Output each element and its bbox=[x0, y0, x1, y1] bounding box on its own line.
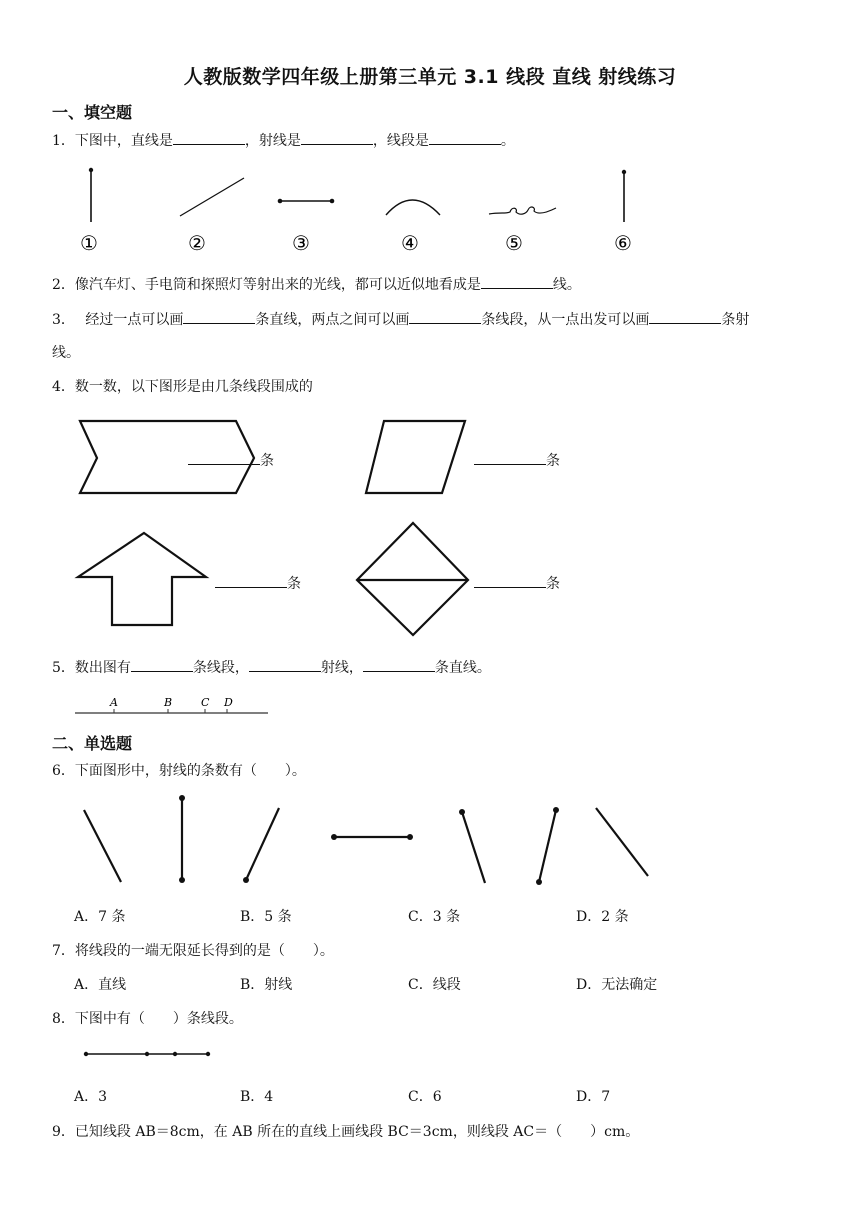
q8-option-a[interactable]: A．3 bbox=[74, 1089, 108, 1105]
q6-option-c[interactable]: C．3 条 bbox=[408, 909, 461, 925]
q6-line-figures bbox=[70, 790, 670, 890]
question-text: 条射 bbox=[721, 312, 750, 328]
figure-label-3: ③ bbox=[292, 231, 310, 255]
question-text: ，射线是 bbox=[244, 133, 301, 149]
figure-label-5: ⑤ bbox=[505, 231, 523, 255]
answer-blank[interactable] bbox=[188, 450, 260, 465]
question-number: 9． bbox=[52, 1124, 75, 1140]
unit-label: 条 bbox=[546, 576, 560, 592]
q8-segment-figure bbox=[80, 1046, 220, 1062]
answer-blank[interactable] bbox=[474, 573, 546, 588]
question-9 bbox=[52, 1121, 639, 1141]
q7-option-b[interactable]: B．射线 bbox=[240, 977, 293, 993]
q8-option-c[interactable]: C．6 bbox=[408, 1089, 442, 1105]
q7-option-a[interactable]: A．直线 bbox=[74, 977, 127, 993]
question-3-continued: 线。 bbox=[52, 345, 80, 361]
q8-option-b[interactable]: B．4 bbox=[240, 1089, 274, 1105]
figure-label-4: ④ bbox=[401, 231, 419, 255]
section-heading-single-choice: 二、单选题 bbox=[52, 734, 133, 753]
question-text: 条直线。 bbox=[434, 660, 491, 676]
question-number: 8． bbox=[52, 1011, 75, 1027]
q6-option-b[interactable]: B．5 条 bbox=[240, 909, 292, 925]
q7-option-c[interactable]: C．线段 bbox=[408, 977, 461, 993]
figure-5-curve bbox=[489, 207, 556, 214]
figure-6-endpoint bbox=[622, 170, 626, 174]
q6-option-d[interactable]: D．2 条 bbox=[576, 909, 629, 925]
question-text: 像汽车灯、手电筒和探照灯等射出来的光线，都可以近似地看成是 bbox=[74, 277, 481, 293]
question-1 bbox=[52, 130, 515, 150]
page-title: 人教版数学四年级上册第三单元 3.1 线段 直线 射线练习 bbox=[183, 66, 677, 88]
question-text: 条线段，从一点出发可以画 bbox=[481, 312, 650, 328]
answer-blank[interactable] bbox=[474, 450, 546, 465]
answer-blank[interactable] bbox=[481, 274, 553, 289]
q5-number-line bbox=[72, 692, 282, 720]
question-6 bbox=[52, 760, 306, 780]
question-text: 将线段的一端无限延长得到的是（ ）。 bbox=[74, 943, 334, 959]
question-number: 3． bbox=[52, 312, 75, 328]
question-text: 已知线段 AB＝8cm，在 AB 所在的直线上画线段 BC＝3cm，则线段 AC＝（ ）cm。 bbox=[74, 1124, 640, 1140]
q7-option-d[interactable]: D．无法确定 bbox=[576, 977, 658, 993]
answer-blank[interactable] bbox=[131, 657, 193, 672]
question-text: ，线段是 bbox=[372, 133, 429, 149]
answer-blank[interactable] bbox=[173, 130, 245, 145]
question-text: 。 bbox=[500, 133, 515, 149]
shape-answer-2 bbox=[474, 450, 560, 470]
figure-3-endpoint bbox=[330, 199, 335, 204]
q1-line-figures bbox=[60, 160, 660, 260]
figure-3-endpoint bbox=[278, 199, 283, 204]
point-label-d: D bbox=[224, 696, 233, 709]
question-text: 条线段， bbox=[192, 660, 249, 676]
question-text: 线。 bbox=[552, 277, 581, 293]
question-8 bbox=[52, 1008, 243, 1028]
question-number: 4． bbox=[52, 379, 75, 395]
answer-blank[interactable] bbox=[649, 309, 721, 324]
figure-label-6: ⑥ bbox=[614, 231, 632, 255]
answer-blank[interactable] bbox=[409, 309, 481, 324]
question-text: 经过一点可以画 bbox=[80, 312, 184, 328]
arrow-up-shape bbox=[78, 533, 206, 625]
question-7 bbox=[52, 940, 334, 960]
question-text: 下图中有（ ）条线段。 bbox=[74, 1011, 243, 1027]
answer-blank[interactable] bbox=[363, 657, 435, 672]
question-text: 下面图形中，射线的条数有（ ）。 bbox=[74, 763, 306, 779]
question-text: 条直线，两点之间可以画 bbox=[255, 312, 410, 328]
answer-blank[interactable] bbox=[301, 130, 373, 145]
question-4 bbox=[52, 376, 313, 396]
answer-blank[interactable] bbox=[215, 573, 287, 588]
question-text: 下图中，直线是 bbox=[74, 133, 173, 149]
question-3 bbox=[52, 309, 749, 329]
shape-answer-4 bbox=[474, 573, 560, 593]
point-label-a: A bbox=[110, 696, 118, 709]
question-5 bbox=[52, 657, 491, 677]
q6-option-a[interactable]: A．7 条 bbox=[74, 909, 126, 925]
figure-label-1: ① bbox=[80, 231, 98, 255]
question-text: 数一数，以下图形是由几条线段围成的 bbox=[74, 379, 313, 395]
shape-answer-3 bbox=[215, 573, 301, 593]
figure-2-line bbox=[180, 178, 244, 216]
question-number: 7． bbox=[52, 943, 75, 959]
parallelogram-shape bbox=[366, 421, 465, 493]
question-number: 6． bbox=[52, 763, 75, 779]
q8-option-d[interactable]: D．7 bbox=[576, 1089, 611, 1105]
question-number: 2． bbox=[52, 277, 75, 293]
answer-blank[interactable] bbox=[183, 309, 255, 324]
figure-1-endpoint bbox=[89, 168, 93, 172]
unit-label: 条 bbox=[260, 453, 274, 469]
figure-4-curve bbox=[386, 200, 440, 215]
section-heading-fill-in: 一、填空题 bbox=[52, 103, 133, 122]
unit-label: 条 bbox=[287, 576, 301, 592]
unit-label: 条 bbox=[546, 453, 560, 469]
point-label-b: B bbox=[164, 696, 173, 709]
question-2 bbox=[52, 274, 581, 294]
answer-blank[interactable] bbox=[249, 657, 321, 672]
shape-answer-1 bbox=[188, 450, 274, 470]
point-label-c: C bbox=[201, 696, 210, 709]
figure-label-2: ② bbox=[188, 231, 206, 255]
question-text: 射线， bbox=[320, 660, 363, 676]
question-number: 1． bbox=[52, 133, 75, 149]
question-text: 数出图有 bbox=[74, 660, 131, 676]
answer-blank[interactable] bbox=[429, 130, 501, 145]
question-number: 5． bbox=[52, 660, 75, 676]
